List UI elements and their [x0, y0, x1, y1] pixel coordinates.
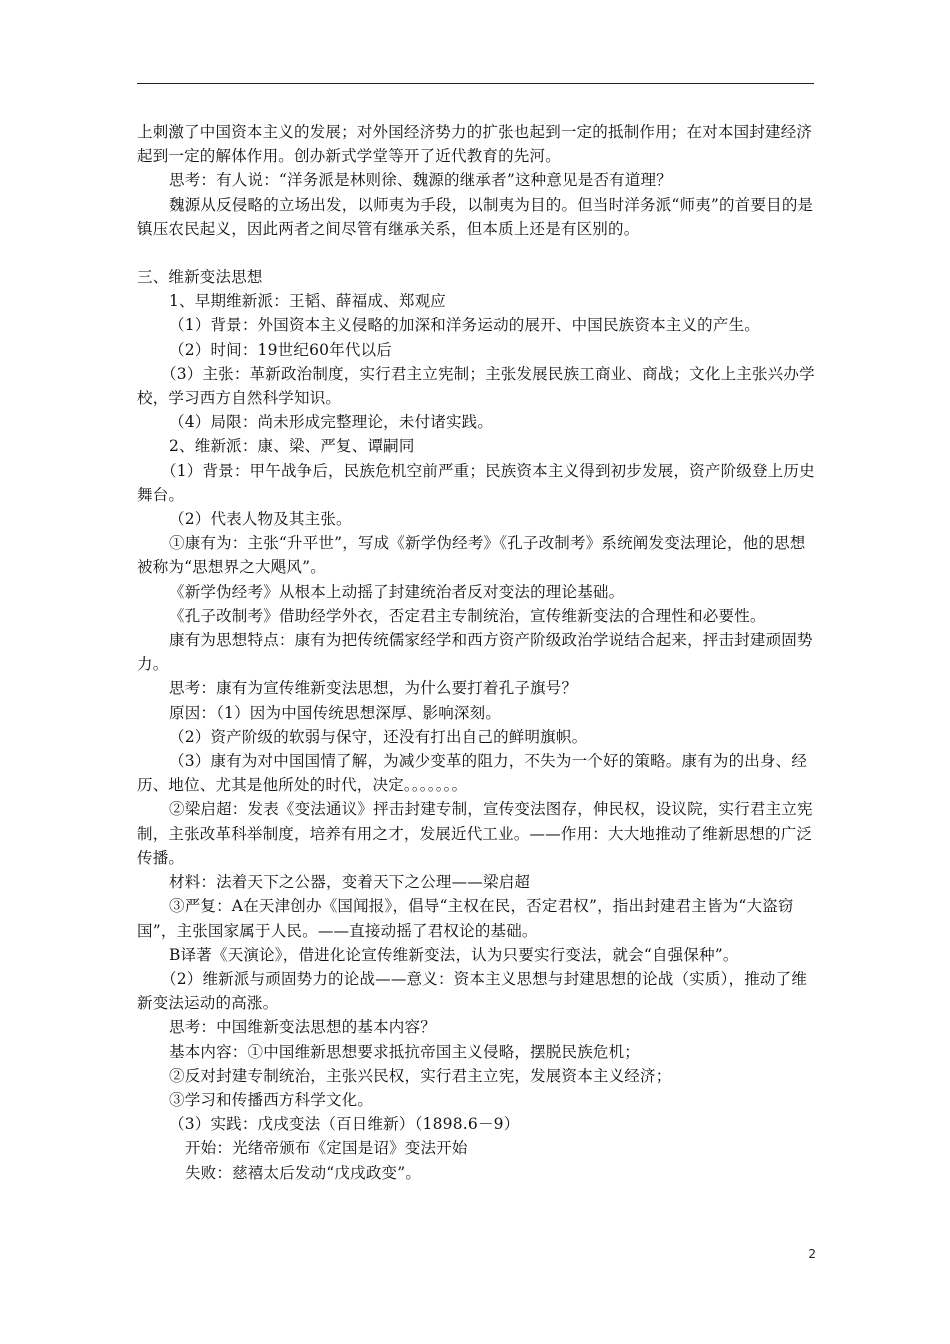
paragraph: 原因：（1）因为中国传统思想深厚、影响深刻。 [169, 703, 502, 722]
paragraph: 基本内容：①中国维新思想要求抵抗帝国主义侵略，摆脱民族危机； [169, 1042, 641, 1061]
paragraph: ②反对封建专制统治，主张兴民权，实行君主立宪，发展资本主义经济； [169, 1066, 672, 1085]
page-number: 2 [808, 1247, 816, 1261]
paragraph: （2）维新派与顽固势力的论战——意义：资本主义思想与封建思想的论战（实质），推动了维新变法运动的高涨。 [137, 969, 808, 1013]
section-heading: 三、维新变法思想 [137, 268, 263, 287]
paragraph: 《新学伪经考》从根本上动摇了封建统治者反对变法的理论基础。 [169, 582, 625, 601]
paragraph: （1）背景：外国资本主义侵略的加深和洋务运动的展开、中国民族资本主义的产生。 [169, 316, 760, 335]
paragraph: （3）实践：戊戌变法（百日维新）（1898.6－9） [169, 1115, 520, 1134]
paragraph: （3）康有为对中国国情了解，为减少变革的阻力，不失为一个好的策略。康有为的出身、经历、地位、尤其是他所处的时代，决定。。。。。。。 [137, 752, 808, 795]
paragraph: 1、早期维新派：王韬、薛福成、郑观应 [169, 292, 446, 311]
paragraph: ③学习和传播西方科学文化。 [169, 1090, 374, 1109]
paragraph: 开始：光绪帝颁布《定国是诏》变法开始 [185, 1139, 468, 1158]
blank-line [137, 241, 817, 265]
paragraph: 失败：慈禧太后发动“戊戌政变”。 [185, 1163, 422, 1182]
paragraph: ③严复：A在天津创办《国闻报》，倡导“主权在民，否定君权”，指出封建君主皆为“大盗窃国”，主张国家属于人民。——直接动摇了君权论的基础。 [137, 897, 794, 940]
paragraph: ②梁启超：发表《变法通议》抨击封建专制，宣传变法图存，伸民权，设议院，实行君主立宪制，主张改革科举制度，培养有用之才，发展近代工业。——作用：大大地推动了维新思想的广泛传播。 [137, 800, 813, 867]
paragraph: ①康有为：主张“升平世”，写成《新学伪经考》《孔子改制考》系统阐发变法理论，他的思想被称为“思想界之大飓风”。 [137, 534, 806, 577]
paragraph: 《孔子改制考》借助经学外衣，否定君主专制统治，宣传维新变法的合理性和必要性。 [169, 606, 766, 625]
document-body [137, 120, 817, 1185]
paragraph: （2）代表人物及其主张。 [169, 510, 352, 529]
paragraph: （4）局限：尚未形成完整理论，未付诸实践。 [169, 413, 494, 432]
paragraph: （1）背景：甲午战争后，民族危机空前严重；民族资本主义得到初步发展，资产阶级登上历史舞台。 [137, 461, 815, 504]
paragraph: （2）时间：19世纪60年代以后 [169, 340, 393, 359]
paragraph: B译著《天演论》，借进化论宣传维新变法，认为只要实行变法，就会“自强保种”。 [169, 945, 739, 964]
paragraph: （2）资产阶级的软弱与保守，还没有打出自己的鲜明旗帜。 [169, 727, 588, 746]
paragraph: 上刺激了中国资本主义的发展；对外国经济势力的扩张也起到一定的抵制作用；在对本国封建经济起到一定的解体作用。创办新式学堂等开了近代教育的先河。 [137, 123, 813, 166]
paragraph: 思考：中国维新变法思想的基本内容？ [169, 1018, 436, 1037]
header-rule [137, 83, 814, 84]
paragraph: 康有为思想特点：康有为把传统儒家经学和西方资产阶级政治学说结合起来，抨击封建顽固势力。 [137, 631, 813, 674]
paragraph: 思考：有人说：“洋务派是林则徐、魏源的继承者”这种意见是否有道理？ [169, 171, 672, 190]
paragraph: 魏源从反侵略的立场出发，以师夷为手段，以制夷为目的。但当时洋务派“师夷”的首要目的是镇压农民起义，因此两者之间尽管有继承关系，但本质上还是有区别的。 [137, 195, 814, 238]
paragraph: 材料：法着天下之公器，变着天下之公理——梁启超 [169, 873, 531, 892]
paragraph: 2、维新派：康、梁、严复、谭嗣同 [169, 437, 415, 456]
paragraph: （3）主张：革新政治制度，实行君主立宪制；主张发展民族工商业、商战；文化上主张兴办学校，学习西方自然科学知识。 [137, 364, 815, 408]
paragraph: 思考：康有为宣传维新变法思想，为什么要打着孔子旗号？ [169, 679, 578, 698]
